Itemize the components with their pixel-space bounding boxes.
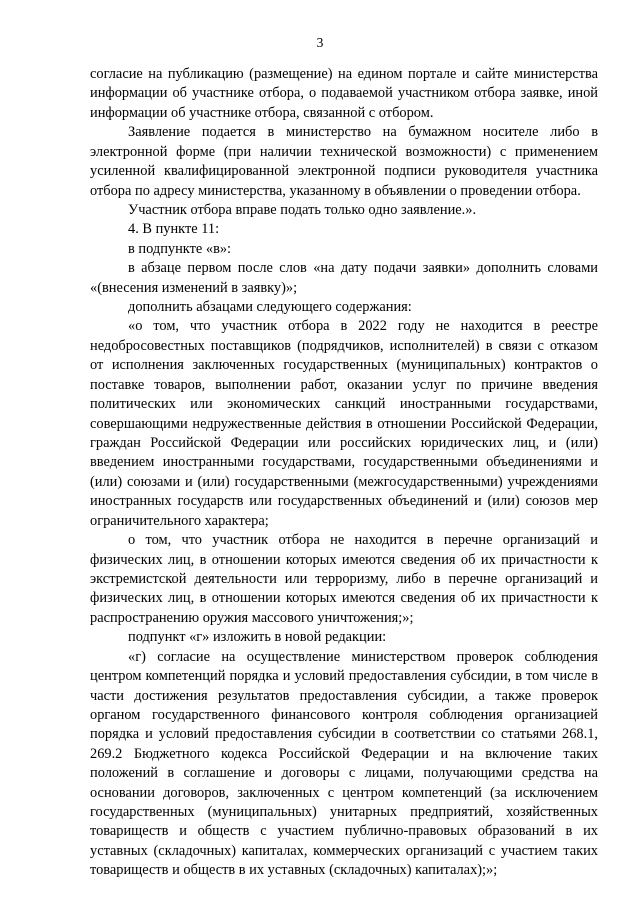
paragraph-subpoint-v: в подпункте «в»: [128, 240, 232, 257]
paragraph-one-application: Участник отбора вправе подать только одно заявление.». [128, 201, 477, 218]
paragraph-extremism-list: о том, что участник отбора не находится в перечне организаций и физических лиц, в отношении которых имеются сведения об их причастности к экстремистской деятельности или терроризму, либо в перечне организаций и физических лиц, в отношении которых имеются сведения об их причастности к распространению оружия массового уничтожения;»; [90, 532, 598, 626]
paragraph-subpoint-g-text: «г) согласие на осуществление министерством проверок соблюдения центром компетенций порядка и условий предоставления субсидии, в том числе в части достижения результатов предоставления субсидии, а также проверок органом государственного финансового контроля соблюдения организацией порядка и условий предоставления субсидии в соответствии со статьями 268.1, 269.2 Бюджетного кодекса Российской Федерации и на включение таких положений в соглашение и договоры с лицами, получающими средства на основании договоров, заключенных с центром компетенций (за исключением государственных (муниципальных) унитарных предприятий, хозяйственных товариществ и обществ с участием публично-правовых образований в их уставных (складочных) капиталах, коммерческих организаций с участием таких товариществ и обществ в их уставных (складочных) капиталах);»; [90, 648, 598, 879]
document-body [90, 65, 598, 881]
paragraph-registry-of-suppliers: «о том, что участник отбора в 2022 году не находится в реестре недобросовестных поставщиков (подрядчиков, исполнителей) в связи с отказом от исполнения заключенных государственных (муниципальных) контрактов о поставке товаров, выполнении работ, оказании услуг по причине введения политических или экономических санкций иностранными государствами, совершающими недружественные действия в отношении Российской Федерации, граждан Российской Федерации или российских юридических лиц, и (или) введением иностранными государствами, государственными объединениями и (или) союзами и (или) государственными (межгосударственными) учреждениями иностранных государств или государственных объединений и (или) союзов мер ограничительного характера; [90, 318, 598, 529]
page-number: 3 [316, 35, 324, 50]
paragraph-add-paragraphs: дополнить абзацами следующего содержания: [128, 299, 412, 316]
paragraph-application-submission: Заявление подается в министерство на бумажном носителе либо в электронной форме (при наличии технической возможности) с применением усиленной квалифицированной электронной подписи руководителя участника отбора по адресу министерства, указанному в объявлении о проведении отбора. [90, 124, 598, 199]
paragraph-first-paragraph-amendment: в абзаце первом после слов «на дату подачи заявки» дополнить словами «(внесения изменений в заявку)»; [90, 260, 598, 296]
paragraph-consent-publication: согласие на публикацию (размещение) на едином портале и сайте министерства информации об участнике отбора, о подаваемой участником отбора заявке, иной информации об участнике отбора, связанной с отбором. [90, 66, 598, 121]
paragraph-point-11: 4. В пункте 11: [128, 221, 220, 238]
paragraph-subpoint-g-heading: подпункт «г» изложить в новой редакции: [128, 629, 387, 646]
